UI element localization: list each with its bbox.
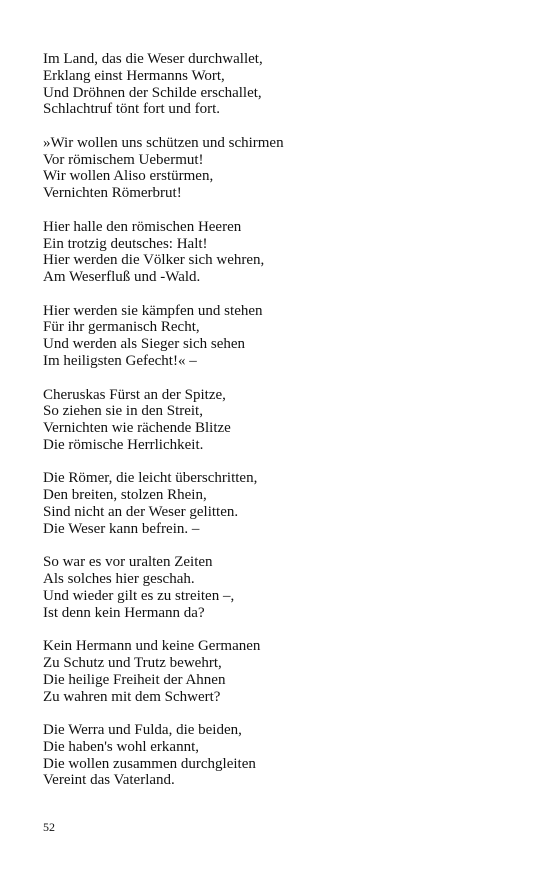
- poem: [43, 51, 513, 806]
- stanza: [43, 387, 513, 454]
- poem-line: Vereint das Vaterland.: [43, 772, 175, 789]
- poem-line: Erklang einst Hermanns Wort,: [43, 67, 225, 84]
- poem-line: Im heiligsten Gefecht!« –: [43, 353, 197, 370]
- poem-line: Ein trotzig deutsches: Halt!: [43, 235, 208, 252]
- poem-line: Die wollen zusammen durchgleiten: [43, 755, 256, 772]
- poem-line: Sind nicht an der Weser gelitten.: [43, 503, 239, 520]
- poem-line: Im Land, das die Weser durchwallet,: [43, 51, 263, 67]
- poem-line: Am Weserfluß und -Wald.: [43, 269, 201, 286]
- poem-line: Als solches hier geschah.: [43, 571, 195, 588]
- poem-line: »Wir wollen uns schützen und schirmen: [43, 134, 284, 151]
- poem-line: Vor römischem Uebermut!: [43, 151, 204, 168]
- poem-line: So ziehen sie in den Streit,: [43, 403, 203, 420]
- poem-line: Die Römer, die leicht überschritten,: [43, 470, 258, 487]
- poem-line: Hier werden die Völker sich wehren,: [43, 252, 265, 269]
- stanza: [43, 303, 513, 370]
- poem-line: Zu Schutz und Trutz bewehrt,: [43, 654, 222, 671]
- poem-line: Zu wahren mit dem Schwert?: [43, 688, 221, 705]
- poem-line: Die Weser kann befrein. –: [43, 520, 200, 537]
- stanza: [43, 219, 513, 286]
- poem-line: Die heilige Freiheit der Ahnen: [43, 671, 226, 688]
- poem-line: Ist denn kein Hermann da?: [43, 604, 205, 621]
- stanza: [43, 135, 513, 202]
- stanza: [43, 638, 513, 705]
- poem-line: Hier halle den römischen Heeren: [43, 218, 242, 235]
- poem-line: Und werden als Sieger sich sehen: [43, 336, 246, 353]
- stanza: [43, 554, 513, 621]
- poem-line: Kein Hermann und keine Germanen: [43, 638, 261, 655]
- poem-line: Und wieder gilt es zu streiten –,: [43, 587, 235, 604]
- poem-line: So war es vor uralten Zeiten: [43, 554, 213, 571]
- poem-line: Und Dröhnen der Schilde erschallet,: [43, 84, 262, 101]
- poem-line: Wir wollen Aliso erstürmen,: [43, 168, 214, 185]
- poem-line: Vernichten Römerbrut!: [43, 185, 182, 202]
- stanza: [43, 470, 513, 537]
- poem-line: Die Werra und Fulda, die beiden,: [43, 722, 242, 738]
- poem-line: Schlachtruf tönt fort und fort.: [43, 101, 221, 118]
- stanza: [43, 722, 513, 789]
- stanza: [43, 51, 513, 118]
- poem-line: Hier werden sie kämpfen und stehen: [43, 302, 263, 319]
- poem-line: Die römische Herrlichkeit.: [43, 436, 204, 453]
- poem-line: Für ihr germanisch Recht,: [43, 319, 200, 336]
- page-number: 52: [43, 820, 55, 834]
- poem-line: Den breiten, stolzen Rhein,: [43, 487, 207, 504]
- poem-line: Die haben's wohl erkannt,: [43, 738, 199, 755]
- poem-line: Vernichten wie rächende Blitze: [43, 420, 231, 437]
- poem-line: Cheruskas Fürst an der Spitze,: [43, 386, 226, 403]
